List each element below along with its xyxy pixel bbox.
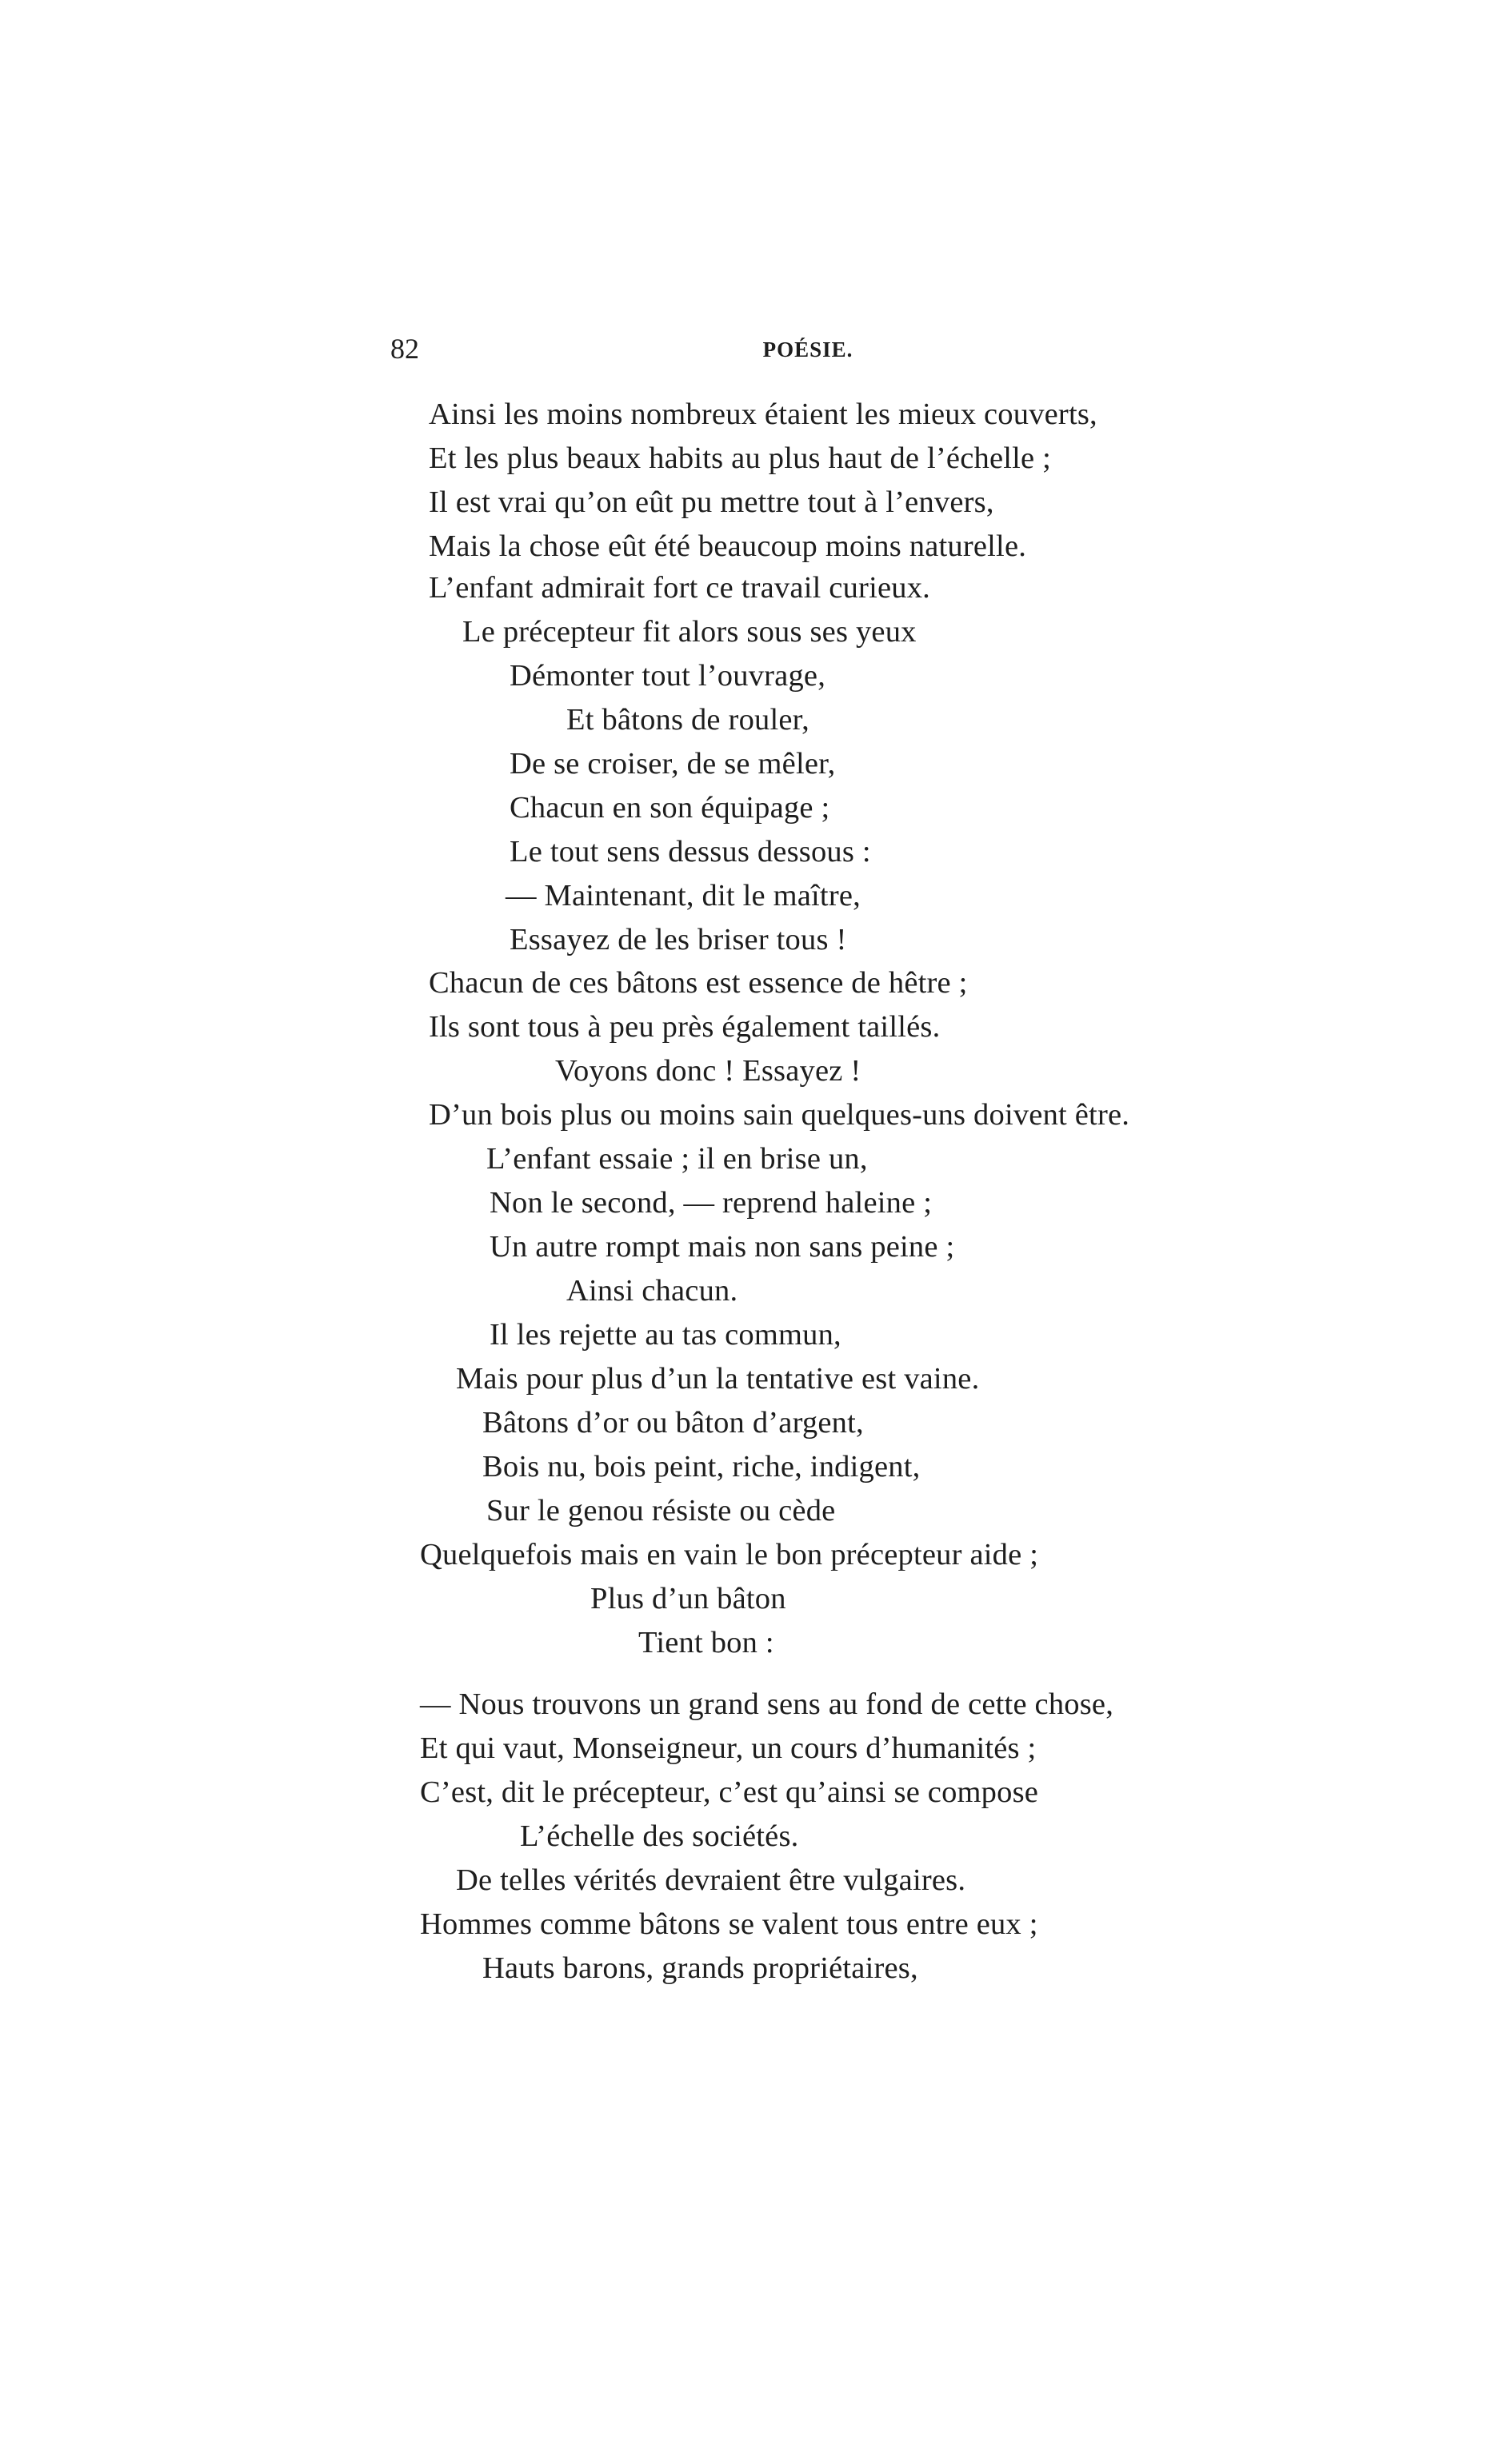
verse-line: Mais pour plus d’un la tentative est vaine. — [456, 1362, 980, 1396]
verse-line: Chacun en son équipage ; — [510, 791, 830, 825]
verse-line: Et qui vaut, Monseigneur, un cours d’humanités ; — [420, 1731, 1037, 1765]
verse-line: — Maintenant, dit le maître, — [506, 879, 861, 913]
verse-line: Et bâtons de rouler, — [566, 703, 809, 737]
verse-line: Ainsi les moins nombreux étaient les mieux couverts, — [429, 397, 1097, 431]
verse-line: L’échelle des sociétés. — [520, 1819, 799, 1853]
verse-line: Plus d’un bâton — [590, 1582, 786, 1615]
verse-line: D’un bois plus ou moins sain quelques-uns doivent être. — [429, 1098, 1130, 1132]
verse-line: Chacun de ces bâtons est essence de hêtre ; — [429, 966, 968, 1000]
running-title: POÉSIE. — [762, 337, 853, 361]
verse-line: De telles vérités devraient être vulgaires. — [456, 1863, 966, 1897]
verse-line: Non le second, — reprend haleine ; — [490, 1186, 933, 1220]
verse-line: Démonter tout l’ouvrage, — [510, 659, 826, 693]
verse-line: — Nous trouvons un grand sens au fond de cette chose, — [420, 1687, 1114, 1721]
verse-line: Hommes comme bâtons se valent tous entre eux ; — [420, 1907, 1038, 1941]
verse-line: Essayez de les briser tous ! — [510, 923, 847, 956]
verse-line: C’est, dit le précepteur, c’est qu’ainsi se compose — [420, 1775, 1039, 1809]
verse-line: Il les rejette au tas commun, — [490, 1318, 841, 1352]
verse-line: Hauts barons, grands propriétaires, — [482, 1951, 918, 1985]
verse-line: Quelquefois mais en vain le bon précepteur aide ; — [420, 1538, 1039, 1571]
verse-line: Sur le genou résiste ou cède — [486, 1494, 836, 1528]
verse-line: Bâtons d’or ou bâton d’argent, — [482, 1406, 864, 1440]
verse-line: L’enfant essaie ; il en brise un, — [486, 1142, 868, 1176]
verse-line: Voyons donc ! Essayez ! — [555, 1054, 861, 1088]
verse-line: L’enfant admirait fort ce travail curieux. — [429, 571, 930, 605]
verse-line: Le tout sens dessus dessous : — [510, 835, 871, 869]
verse-line: Bois nu, bois peint, riche, indigent, — [482, 1450, 921, 1484]
verse-line: Tient bon : — [638, 1626, 774, 1659]
verse-line: Ils sont tous à peu près également taillés. — [429, 1010, 941, 1044]
page-number: 82 — [390, 333, 419, 365]
verse-line: Le précepteur fit alors sous ses yeux — [462, 615, 917, 649]
verse-line: Et les plus beaux habits au plus haut de l’échelle ; — [429, 441, 1052, 475]
verse-line: Ainsi chacun. — [566, 1274, 738, 1308]
verse-line: Un autre rompt mais non sans peine ; — [490, 1230, 955, 1264]
verse-line: Mais la chose eût été beaucoup moins naturelle. — [429, 529, 1027, 563]
verse-line: De se croiser, de se mêler, — [510, 747, 836, 781]
verse-line: Il est vrai qu’on eût pu mettre tout à l’envers, — [429, 485, 994, 519]
